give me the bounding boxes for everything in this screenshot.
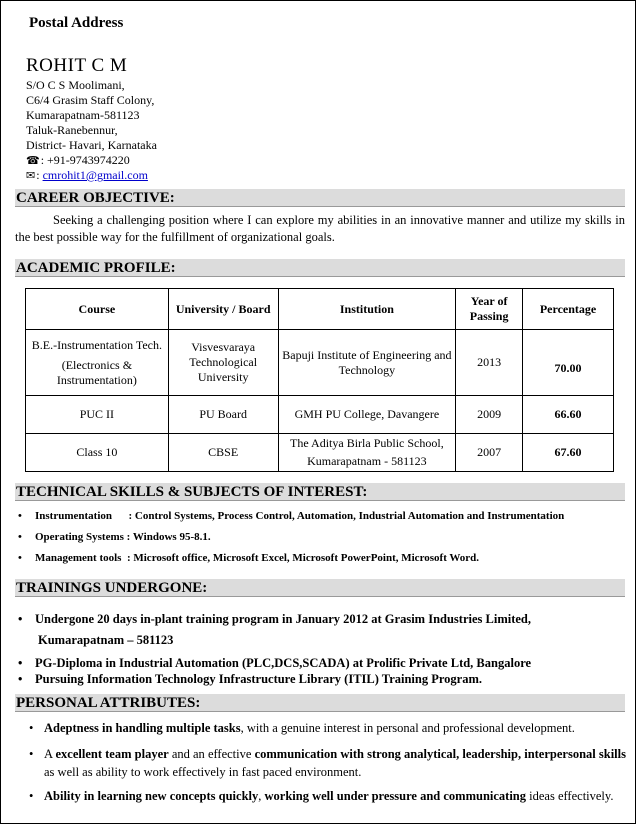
table-header: University / Board xyxy=(168,289,278,330)
table-row xyxy=(26,434,614,472)
course-cell xyxy=(26,330,169,396)
list-item: • Undergone 20 days in-plant training program in January 2012 at Grasim Industries Limited, xyxy=(18,612,531,626)
address-line: Taluk-Ranebennur, xyxy=(26,123,118,137)
list-item-continuation: Kumarapatnam – 581123 xyxy=(38,633,174,647)
address-line: S/O C S Moolimani, xyxy=(26,78,125,92)
institution-line: Kumarapatnam - 581123 xyxy=(307,454,427,468)
board-cell: PU Board xyxy=(168,396,278,434)
percentage-cell: 66.60 xyxy=(523,396,614,434)
year-cell: 2013 xyxy=(456,330,523,396)
list-item: • Ability in learning new concepts quickly, working well under pressure and communicating ideas effectively. xyxy=(29,789,614,803)
address-line: C6/4 Grasim Staff Colony, xyxy=(26,93,155,107)
phone-number: : +91-9743974220 xyxy=(40,153,130,167)
list-item: • Adeptness in handling multiple tasks, with a genuine interest in personal and professional development. xyxy=(29,721,575,735)
list-item: • Pursuing Information Technology Infrastructure Library (ITIL) Training Program. xyxy=(18,672,483,686)
table-row xyxy=(26,330,614,396)
list-item: • Operating Systems : Windows 95-8.1. xyxy=(18,531,211,543)
academic-table xyxy=(25,288,614,472)
percentage-cell: 67.60 xyxy=(523,434,614,472)
phone-line xyxy=(26,153,157,168)
career-objective-text: Seeking a challenging position where I can explore my abilities in an innovative manner and utilize my skills in the best possible way for the fulfillment of organizational goals. xyxy=(15,213,625,244)
institution-cell: Bapuji Institute of Engineering and Technology xyxy=(278,330,456,396)
course-specialization: (Electronics & Instrumentation) xyxy=(56,357,137,387)
percentage-cell: 70.00 xyxy=(523,330,614,396)
table-header: Percentage xyxy=(523,289,614,330)
postal-address-title: Postal Address xyxy=(29,15,124,31)
personal-attributes-heading: PERSONAL ATTRIBUTES: xyxy=(15,694,625,712)
email-link[interactable]: cmrohit1@gmail.com xyxy=(42,168,148,182)
envelope-icon: ✉ xyxy=(26,169,36,182)
list-item: • PG-Diploma in Industrial Automation (PLC,DCS,SCADA) at Prolific Private Ltd, Bangalore xyxy=(18,656,532,670)
board-cell: Visvesvaraya Technological University xyxy=(168,330,278,396)
course-cell: PUC II xyxy=(26,396,169,434)
institution-cell xyxy=(278,434,456,472)
technical-skills-heading: TECHNICAL SKILLS & SUBJECTS OF INTEREST: xyxy=(15,483,625,501)
table-header: Institution xyxy=(278,289,456,330)
address-line: District- Havari, Karnataka xyxy=(26,138,157,152)
trainings-heading: TRAININGS UNDERGONE: xyxy=(15,579,625,597)
list-item: • A excellent team player and an effective communication with strong analytical, leadership, interpersonal skills as well as ability to work effectively in fast paced environment. xyxy=(29,747,626,779)
year-cell: 2007 xyxy=(456,434,523,472)
course-name: B.E.-Instrumentation Tech. xyxy=(31,337,162,352)
candidate-name: ROHIT C M xyxy=(26,55,128,76)
list-item: • Management tools : Microsoft office, Microsoft Excel, Microsoft PowerPoint, Microsoft Word. xyxy=(18,552,480,564)
board-cell: CBSE xyxy=(168,434,278,472)
list-item: • Instrumentation : Control Systems, Process Control, Automation, Industrial Automation and Instrumentation xyxy=(18,510,565,522)
academic-profile-heading: ACADEMIC PROFILE: xyxy=(15,259,625,277)
email-prefix: : xyxy=(36,168,43,182)
address-line: Kumarapatnam-581123 xyxy=(26,108,140,122)
table-header-row xyxy=(26,289,614,330)
table-header: Course xyxy=(26,289,169,330)
table-row xyxy=(26,396,614,434)
course-cell: Class 10 xyxy=(26,434,169,472)
career-objective-heading: CAREER OBJECTIVE: xyxy=(15,189,625,207)
phone-icon: ☎ xyxy=(26,154,40,167)
institution-cell: GMH PU College, Davangere xyxy=(278,396,456,434)
year-cell: 2009 xyxy=(456,396,523,434)
email-line xyxy=(26,168,157,183)
address-block xyxy=(26,55,157,183)
institution-line: The Aditya Birla Public School, xyxy=(290,436,444,450)
table-header: Year of Passing xyxy=(456,289,523,330)
